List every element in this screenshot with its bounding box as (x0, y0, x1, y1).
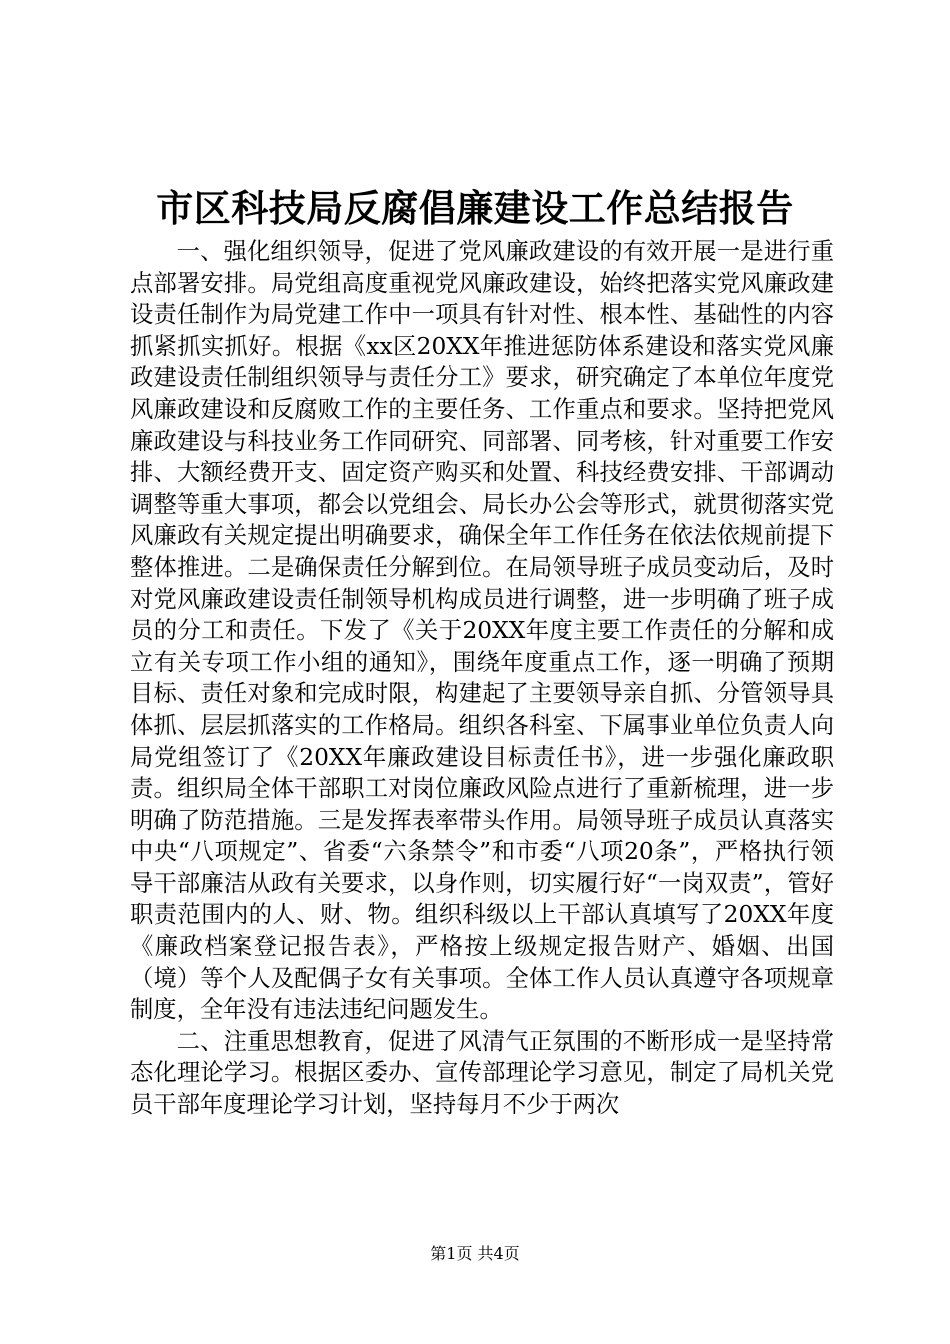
document-title: 市区科技局反腐倡廉建设工作总结报告 (156, 186, 794, 230)
page-number-footer: 第1页 共4页 (430, 1244, 520, 1263)
paragraph-2: 二、注重思想教育，促进了风清气正氛围的不断形成一是坚持常态化理论学习。根据区委办、宣传部理论学习意见，制定了局机关党员干部年度理论学习计划，坚持每月不少于两次 (130, 1027, 834, 1119)
document-body (130, 236, 834, 1121)
paragraph-1: 一、强化组织领导，促进了党风廉政建设的有效开展一是进行重点部署安排。局党组高度重视党风廉政建设，始终把落实党风廉政建设责任制作为局党建工作中一项具有针对性、根本性、基础性的内容抓紧抓实抓好。根据《xx区20XX年推进惩防体系建设和落实党风廉政建设责任制组织领导与责任分工》要求，研究确定了本单位年度党风廉政建设和反腐败工作的主要任务、工作重点和要求。坚持把党风廉政建设与科技业务工作同研究、同部署、同考核，针对重要工作安排、大额经费开支、固定资产购买和处置、科技经费安排、干部调动调整等重大事项，都会以党组会、局长办公会等形式，就贯彻落实党风廉政有关规定提出明确要求，确保全年工作任务在依法依规前提下整体推进。二是确保责任分解到位。在局领导班子成员变动后，及时对党风廉政建设责任制领导机构成员进行调整，进一步明确了班子成员的分工和责任。下发了《关于20XX年度主要工作责任的分解和成立有关专项工作小组的通知》，围绕年度重点工作，逐一明确了预期目标、责任对象和完成时限，构建起了主要领导亲自抓、分管领导具体抓、层层抓落实的工作格局。组织各科室、下属事业单位负责人向局党组签订了《20XX年廉政建设目标责任书》，进一步强化廉政职责。组织局全体干部职工对岗位廉政风险点进行了重新梳理，进一步明确了防范措施。三是发挥表率带头作用。局领导班子成员认真落实中央“八项规定”、省委“六条禁令”和市委“八项20条”，严格执行领导干部廉洁从政有关要求，以身作则，切实履行好“一岗双责”，管好职责范围内的人、财、物。组织科级以上干部认真填写了20XX年度《廉政档案登记报告表》，严格按上级规定报告财产、婚姻、出国（境）等个人及配偶子女有关事项。全体工作人员认真遵守各项规章制度，全年没有违法违纪问题发生。 (130, 238, 834, 1024)
